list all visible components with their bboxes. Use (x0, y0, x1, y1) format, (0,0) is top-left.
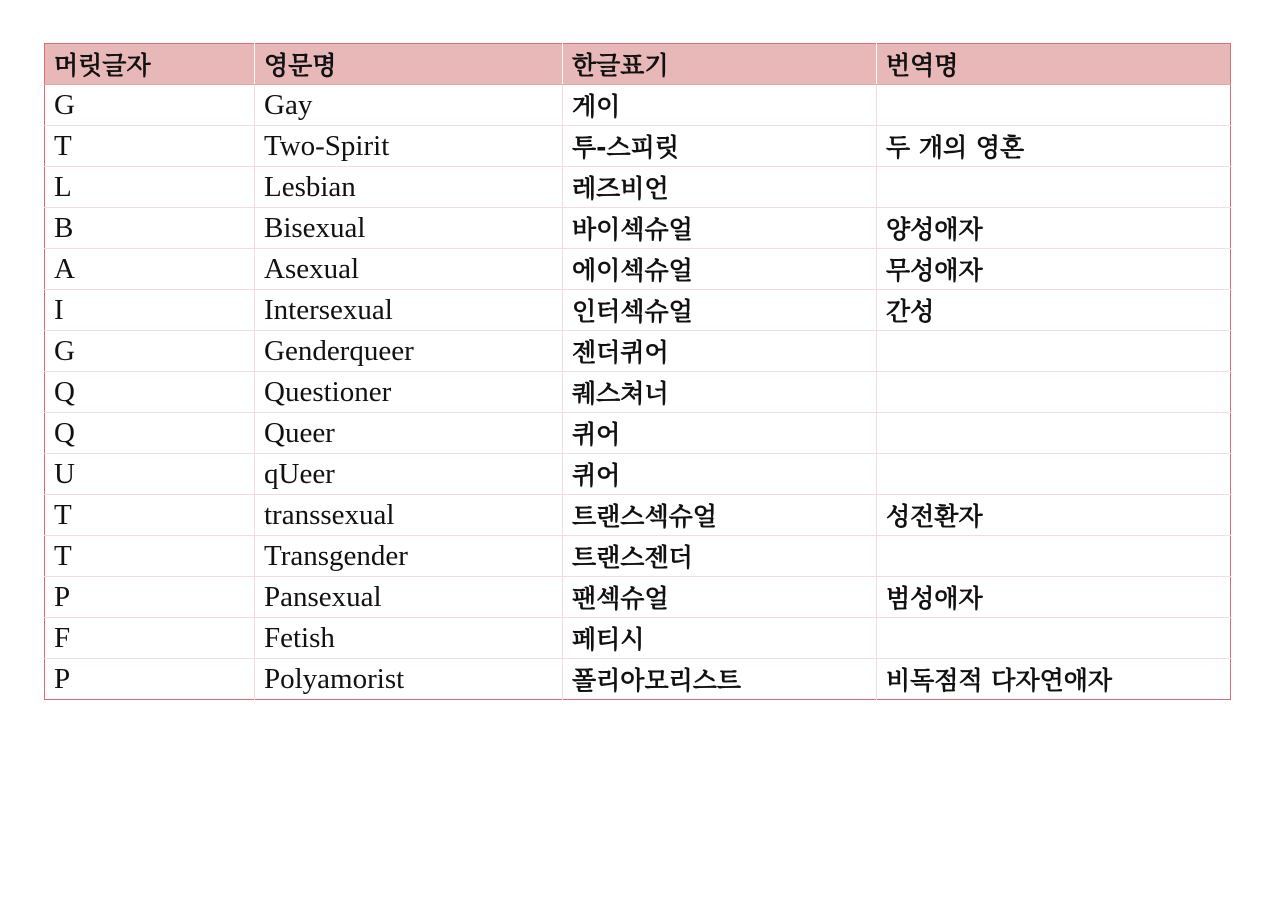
cell-english-name: Fetish (255, 618, 563, 659)
cell-translation (877, 85, 1231, 126)
cell-korean-spelling: 투-스피릿 (563, 126, 877, 167)
cell-translation: 간성 (877, 290, 1231, 331)
table-row (45, 290, 1231, 331)
cell-initial: Q (45, 413, 255, 454)
cell-korean-spelling: 젠더퀴어 (563, 331, 877, 372)
table-body (45, 85, 1231, 700)
acronym-table (44, 43, 1231, 700)
table-row (45, 208, 1231, 249)
table-row (45, 618, 1231, 659)
table-row (45, 495, 1231, 536)
table-row (45, 577, 1231, 618)
cell-translation: 비독점적 다자연애자 (886, 666, 1113, 695)
cell-initial: Q (45, 372, 255, 413)
table-row (45, 413, 1231, 454)
cell-korean-spelling: 퀘스쳐너 (563, 372, 877, 413)
cell-english-name: Bisexual (255, 208, 563, 249)
cell-english-name: Transgender (255, 536, 563, 577)
cell-translation: 양성애자 (877, 208, 1231, 249)
cell-initial: A (45, 249, 255, 290)
table-row (45, 331, 1231, 372)
cell-english-name: Questioner (255, 372, 563, 413)
cell-english-name: Queer (255, 413, 563, 454)
cell-translation (877, 413, 1231, 454)
cell-translation (877, 536, 1231, 577)
cell-translation: 두 개의 영혼 (877, 126, 1231, 167)
table-row (45, 659, 1231, 700)
header-korean-spelling: 한글표기 (563, 44, 877, 85)
cell-initial: L (45, 167, 255, 208)
cell-translation: 범성애자 (877, 577, 1231, 618)
table-header (45, 44, 1231, 85)
cell-translation: 성전환자 (877, 495, 1231, 536)
cell-korean-spelling: 게이 (563, 85, 877, 126)
cell-initial: U (45, 454, 255, 495)
table-row (45, 167, 1231, 208)
cell-translation (877, 372, 1231, 413)
cell-translation (877, 167, 1231, 208)
table-row (45, 249, 1231, 290)
cell-translation (877, 618, 1231, 659)
cell-english-name: transsexual (255, 495, 563, 536)
table-row (45, 126, 1231, 167)
cell-translation (877, 454, 1231, 495)
cell-korean-spelling: 페티시 (563, 618, 877, 659)
cell-initial: B (45, 208, 255, 249)
cell-initial: G (45, 85, 255, 126)
table-row (45, 454, 1231, 495)
cell-korean-spelling: 폴리아모리스트 (563, 659, 877, 700)
cell-english-name: Intersexual (255, 290, 563, 331)
table-row (45, 85, 1231, 126)
cell-initial: G (45, 331, 255, 372)
cell-korean-spelling: 에이섹슈얼 (563, 249, 877, 290)
header-row (45, 44, 1231, 85)
cell-initial: F (45, 618, 255, 659)
cell-initial: T (45, 495, 255, 536)
cell-english-name: Lesbian (255, 167, 563, 208)
cell-english-name: qUeer (255, 454, 563, 495)
cell-korean-spelling: 퀴어 (563, 413, 877, 454)
cell-initial: P (45, 577, 255, 618)
cell-english-name: Pansexual (255, 577, 563, 618)
cell-english-name: Two-Spirit (255, 126, 563, 167)
cell-korean-spelling: 인터섹슈얼 (563, 290, 877, 331)
cell-english-name: Polyamorist (255, 659, 563, 700)
header-english-name: 영문명 (255, 44, 563, 85)
table-row (45, 372, 1231, 413)
cell-english-name: Asexual (255, 249, 563, 290)
cell-initial: T (45, 126, 255, 167)
cell-translation (877, 331, 1231, 372)
header-initial: 머릿글자 (45, 44, 255, 85)
cell-initial: P (45, 659, 255, 700)
cell-korean-spelling: 트랜스젠더 (563, 536, 877, 577)
cell-korean-spelling: 팬섹슈얼 (563, 577, 877, 618)
cell-korean-spelling: 레즈비언 (563, 167, 877, 208)
cell-initial: I (45, 290, 255, 331)
cell-translation: 무성애자 (877, 249, 1231, 290)
header-translation: 번역명 (877, 44, 1231, 85)
cell-korean-spelling: 트랜스섹슈얼 (563, 495, 877, 536)
cell-korean-spelling: 퀴어 (563, 454, 877, 495)
cell-initial: T (45, 536, 255, 577)
cell-english-name: Genderqueer (255, 331, 563, 372)
cell-english-name: Gay (255, 85, 563, 126)
table-row (45, 536, 1231, 577)
cell-korean-spelling: 바이섹슈얼 (563, 208, 877, 249)
